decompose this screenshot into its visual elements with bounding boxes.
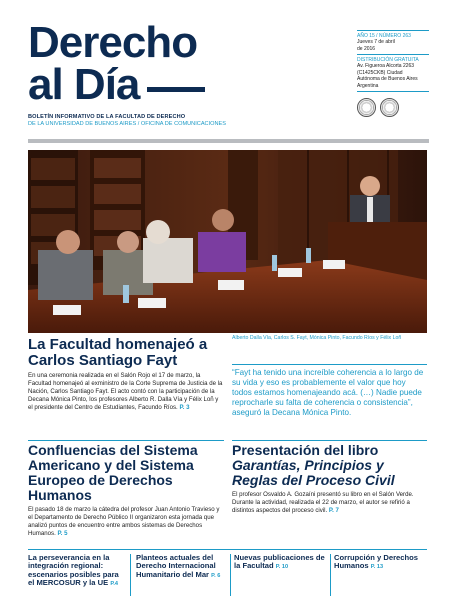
story-right-headline [232, 443, 429, 488]
bottom-item-humanitario-text: Planteos actuales del Derecho Internacional Humanitario del Mar [136, 553, 216, 579]
lead-headline-line2: Carlos Santiago Fayt [28, 352, 178, 369]
issue-date-2: de 2016 [357, 45, 376, 52]
lead-body-text: En una ceremonia realizada en el Salón Rojo el 17 de marzo, la Facultad homenajeó al exministro de la Corte Suprema de Justicia de la Nación, Carlos Santiago Fayt. El acto contó con la participación de la Decana Mónica Pinto, los profesores Alberto R. Dalla Vía y Félix Loñ y el presidente del Centro de Estudiantes, Facundo Ríos. [28, 372, 223, 411]
header-divider [28, 139, 429, 143]
issue-distribution: DISTRIBUCIÓN GRATUITA [357, 56, 419, 63]
story-right-body [232, 491, 427, 515]
story-right-headline-line1: Presentación del libro [232, 442, 379, 458]
bottom-item-publicaciones-text: Nuevas publicaciones de la Facultad [234, 553, 325, 571]
masthead-title-row2 [28, 60, 328, 109]
story-left-body [28, 506, 224, 538]
lead-quote: “Fayt ha tenido una increíble coherencia a lo largo de su vida y eso es probablemente el valor que hoy todos estamos homenajeando acá. (…) Nadie puede reprocharle su falta de coherencia o consistencia”, aseguró la Decana Mónica Pinto. [232, 368, 424, 417]
university-seal-icon [357, 98, 376, 117]
issue-date-1: Jueves 7 de abril [357, 39, 395, 46]
issue-rule-top [357, 30, 429, 31]
lead-page-ref[interactable]: P. 3 [179, 404, 190, 411]
lead-headline [28, 337, 226, 369]
faculty-seal-icon [380, 98, 399, 117]
issue-rule-mid [357, 54, 429, 55]
lead-headline-line1: La Facultad homenajeó a [28, 336, 208, 353]
issue-number: AÑO 15 / NÚMERO 263 [357, 32, 411, 39]
issue-address-3: Autónoma de Buenos Aires [357, 76, 418, 83]
bottom-item-mercosur-ref: P.4 [110, 581, 118, 588]
story-right-page-ref[interactable]: P. 7 [328, 507, 339, 514]
masthead-subtitle-1: BOLETÍN INFORMATIVO DE LA FACULTAD DE DERECHO [28, 114, 186, 120]
masthead-title-line1: Derecho [28, 18, 198, 67]
ceremony-photo-illustration [28, 150, 427, 333]
bottom-item-mercosur-text: La perseverancia en la integración regional: escenarios posibles para el MERCOSUR y la UE [28, 553, 119, 588]
bottom-item-corrupcion-ref: P. 13 [370, 564, 384, 571]
bottom-item-publicaciones-ref: P. 10 [275, 564, 289, 571]
seals [357, 98, 429, 117]
bottom-item-corrupcion-text: Corrupción y Derechos Humanos [334, 553, 418, 571]
issue-info [357, 28, 429, 117]
bottom-item-publicaciones[interactable] [234, 554, 326, 572]
bottom-divider-1 [130, 554, 131, 596]
story-right-body-text: El profesor Osvaldo A. Gozaíni presentó su libro en el Salón Verde. Durante la actividad, realizada el 22 de marzo, el autor se refirió a distintos aspectos del proceso civil. [232, 491, 414, 514]
story-right-headline-italic: Garantías, Principios y Reglas del Proceso Civil [232, 457, 395, 488]
bottom-rule [28, 549, 427, 550]
story-left-body-text: El pasado 18 de marzo la cátedra del profesor Juan Antonio Travieso y el Departamento de Derecho Público II organizaron esta jornada que analizó puntos de encuentro entre ambos sistemas de Derechos Humanos. [28, 506, 220, 537]
masthead-dash [147, 87, 205, 92]
ceremony-photo [28, 150, 427, 333]
story-left-headline: Confluencias del Sistema Americano y del Sistema Europeo de Derechos Humanos [28, 442, 198, 503]
bottom-divider-3 [330, 554, 331, 596]
bottom-item-corrupcion[interactable] [334, 554, 428, 572]
story-left-page-ref[interactable]: P. 5 [57, 530, 68, 537]
issue-rule-bottom [357, 91, 429, 92]
bottom-item-humanitario[interactable] [136, 554, 228, 580]
masthead-title-line2: al Día [28, 60, 140, 109]
issue-address-4: Argentina [357, 82, 379, 89]
quote-rule [232, 364, 427, 365]
photo-caption: Alberto Dalla Vía, Carlos S. Fayt, Mónica Pinto, Facundo Ríos y Félix Loñ [232, 335, 402, 341]
bottom-item-mercosur[interactable] [28, 554, 124, 589]
bottom-item-humanitario-ref: P. 6 [211, 572, 221, 579]
issue-address-2: (C1425CKB) Ciudad [357, 69, 403, 76]
masthead-subtitle-2: DE LA UNIVERSIDAD DE BUENOS AIRES / OFICINA DE COMUNICACIONES [28, 121, 226, 127]
masthead [28, 18, 328, 127]
issue-address-1: Av. Figueroa Alcorta 2263 [357, 63, 415, 70]
bottom-divider-2 [230, 554, 231, 596]
lead-body [28, 372, 224, 412]
